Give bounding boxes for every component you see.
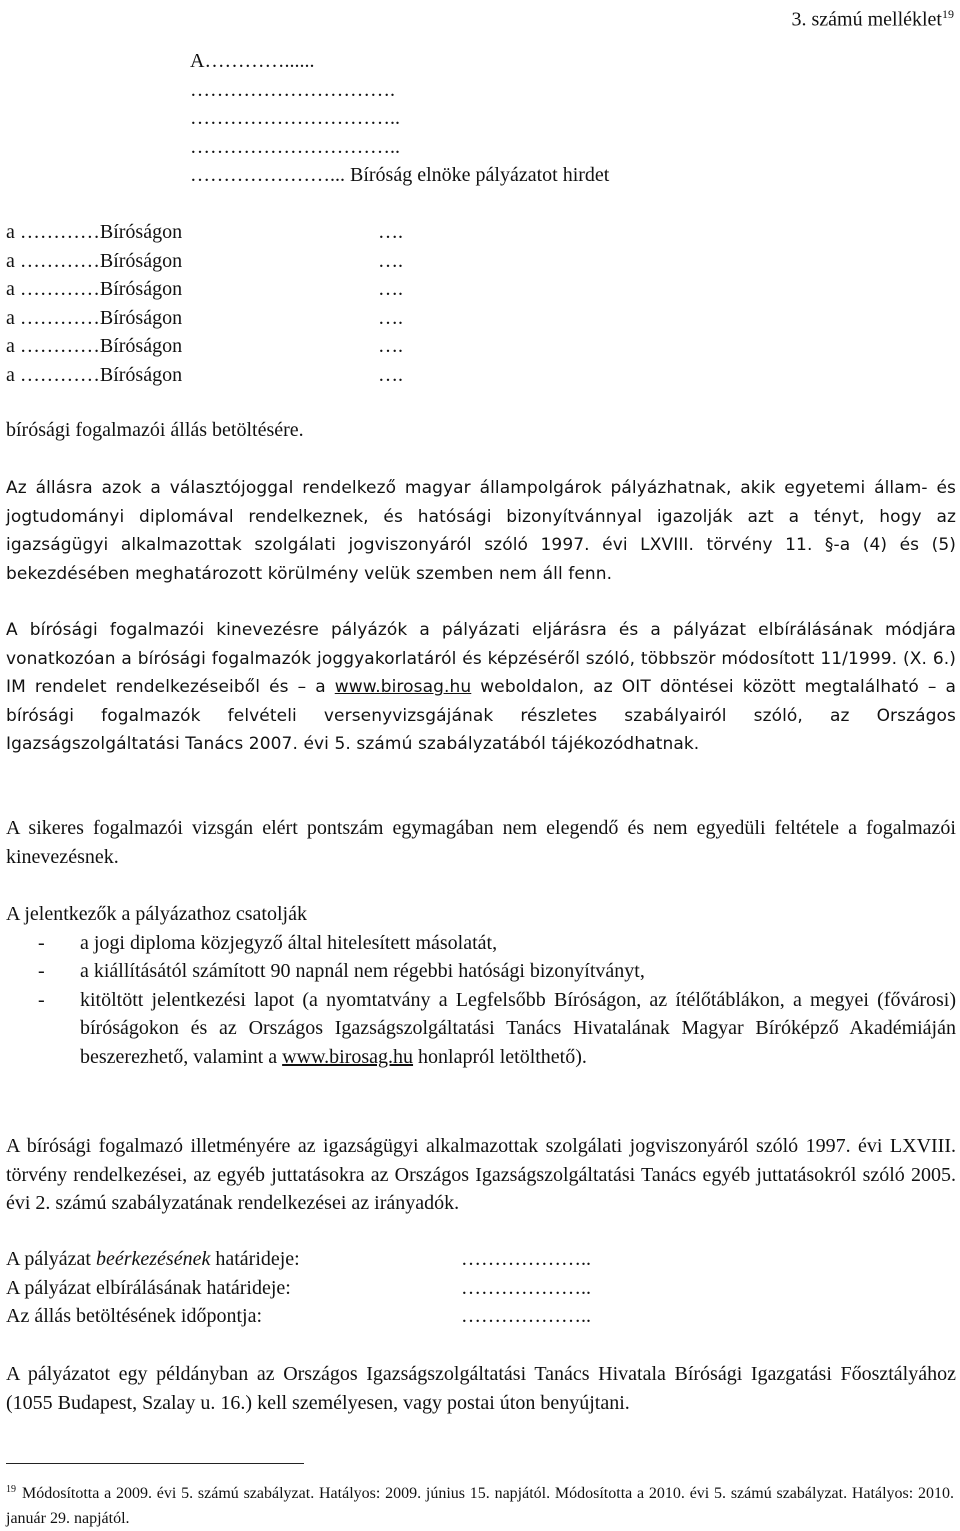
position-text: bírósági fogalmazói állás betöltésére.: [6, 419, 304, 441]
court-dots: ….: [378, 335, 403, 357]
court-row: [6, 304, 456, 333]
court-row: [6, 218, 456, 247]
court-label: a …………Bíróságon: [6, 278, 183, 300]
attachment-item: [6, 986, 956, 1072]
header-line: …………………………..: [190, 107, 400, 129]
birosag-link[interactable]: www.birosag.hu: [282, 1045, 414, 1068]
deadline-label-pre: A pályázat: [6, 1248, 96, 1270]
footnote-number: 19: [6, 1484, 16, 1495]
court-list: [6, 218, 456, 389]
annex-heading: [791, 0, 954, 34]
court-label: a …………Bíróságon: [6, 363, 183, 386]
deadline-row: [6, 1274, 956, 1303]
exam-text: A sikeres fogalmazói vizsgán elért pontszám egymagában nem elegendő és nem egyedüli feltétele a fogalmazói kinevezésnek.: [6, 817, 956, 868]
info-text-part1: A bírósági fogalmazói kinevezésre pályázók a pályázati eljárásra és a pályázat elbírálásának módjára vonatkozóan a bírósági fogalmazók joggyakorlatáról és képzéséről szóló, többször módosított 11/1999. (X. 6.) IM rendelet rendelkezéseiből és – a: [6, 620, 956, 697]
court-label: a …………Bíróságon: [6, 335, 183, 357]
header-line: …………………………..: [190, 135, 400, 158]
deadline-label-pre: Az állás betöltésének időpontja:: [6, 1305, 263, 1327]
footnote-text: Módosította a 2009. évi 5. számú szabályzat. Hatályos: 2009. június 15. napjától. Módosította a 2010. évi 5. számú szabályzat. Hatályos: 2010. január 29. napjától.: [6, 1485, 954, 1527]
footnote-ref: 19: [942, 7, 954, 21]
info-paragraph: [6, 616, 956, 759]
court-dots: ….: [378, 363, 403, 386]
court-label: a …………Bíróságon: [6, 249, 183, 272]
submission-paragraph: [6, 1360, 956, 1417]
header-line: …………………... Bíróság elnöke pályázatot hirdet: [190, 164, 610, 186]
deadline-row: [6, 1302, 956, 1331]
deadline-row: [6, 1245, 956, 1274]
attachments-list: [6, 929, 956, 1072]
eligibility-text: Az állásra azok a választójoggal rendelkező magyar állampolgárok pályázhatnak, akik egyetemi állam- és jogtudományi diplomával rendelkeznek, és hatósági bizonyítvánnyal igazolják azt a tényt, hogy az igazságügyi alkalmazottak szolgálati jogviszonyáról szóló 1997. évi LXVIII. törvény 11. §-a (4) és (5) bekezdésében meghatározott körülmény velük szemben nem áll fenn.: [6, 478, 956, 584]
attachments-intro: A jelentkezők a pályázathoz csatolják: [6, 903, 307, 925]
footnote: [6, 1477, 954, 1531]
info-text-part2: weboldalon, az OIT döntései között megtalálható – a bírósági fogalmazók felvételi versenyvizsgájának részletes szabályairól szóló, az Országos Igazságszolgáltatási Tanács 2007. évi 5. számú szabályzatából tájékozódhatnak.: [6, 677, 956, 754]
deadline-label-pre: A pályázat elbírálásának határideje:: [6, 1276, 291, 1299]
header-line: A…………......: [190, 50, 315, 72]
annex-text: 3. számú melléklet: [791, 8, 942, 31]
court-dots: ….: [378, 306, 403, 329]
eligibility-paragraph: [6, 474, 956, 588]
info-text: [6, 616, 956, 759]
attachment-item: - a jogi diploma közjegyző által hitelesített másolatát,: [6, 929, 956, 958]
attachments-section: [6, 900, 956, 1071]
deadline-label-em: beérkezésének: [95, 1248, 211, 1270]
court-row: [6, 247, 456, 276]
attachment-text-part2: honlapról letölthető).: [413, 1045, 587, 1068]
deadline-value: ………………..: [461, 1305, 591, 1327]
footnote-divider: [6, 1463, 304, 1464]
court-dots: ….: [378, 249, 403, 272]
birosag-link[interactable]: www.birosag.hu: [334, 677, 472, 697]
court-label: a …………Bíróságon: [6, 221, 183, 243]
submission-text: A pályázatot egy példányban az Országos Igazságszolgáltatási Tanács Hivatala Bírósági Igazgatási Főosztályához (1055 Budapest, Szalay u. 16.) kell személyesen, vagy postai úton benyújtani.: [6, 1363, 956, 1414]
court-row: [6, 275, 456, 304]
header-line: ………………………….: [190, 78, 395, 101]
attachment-text-part1: kitöltött jelentkezési lapot (a nyomtatvány a Legfelsőbb Bíróságon, az ítélőtáblákon, a megyei (fővárosi) bíróságokon és az Országos Igazságszolgáltatási Tanács Hivatalának Magyar Bíróképző Akadémiáján beszerezhető, valamint a: [80, 988, 956, 1068]
deadlines: [6, 1245, 956, 1331]
court-dots: ….: [378, 221, 403, 243]
court-row: [6, 361, 456, 390]
court-label: a …………Bíróságon: [6, 306, 183, 329]
deadline-label-post: határideje:: [210, 1248, 300, 1270]
salary-text: A bírósági fogalmazó illetményére az igazságügyi alkalmazottak szolgálati jogviszonyáról szóló 1997. évi LXVIII. törvény rendelkezései, az egyéb juttatásokra az Országos Igazságszolgáltatási Tanács egyéb juttatásokról szóló 2005. évi 2. számú szabályzatának rendelkezései az irányadók.: [6, 1135, 956, 1214]
attachment-item: - a kiállításától számított 90 napnál nem régebbi hatósági bizonyítványt,: [6, 957, 956, 986]
salary-paragraph: [6, 1132, 956, 1218]
deadline-value: ………………..: [461, 1276, 591, 1299]
court-dots: ….: [378, 278, 403, 300]
court-row: [6, 332, 456, 361]
announcement-header: [190, 47, 609, 190]
deadline-value: ………………..: [461, 1248, 591, 1270]
position-line: [6, 416, 956, 445]
exam-paragraph: [6, 814, 956, 871]
